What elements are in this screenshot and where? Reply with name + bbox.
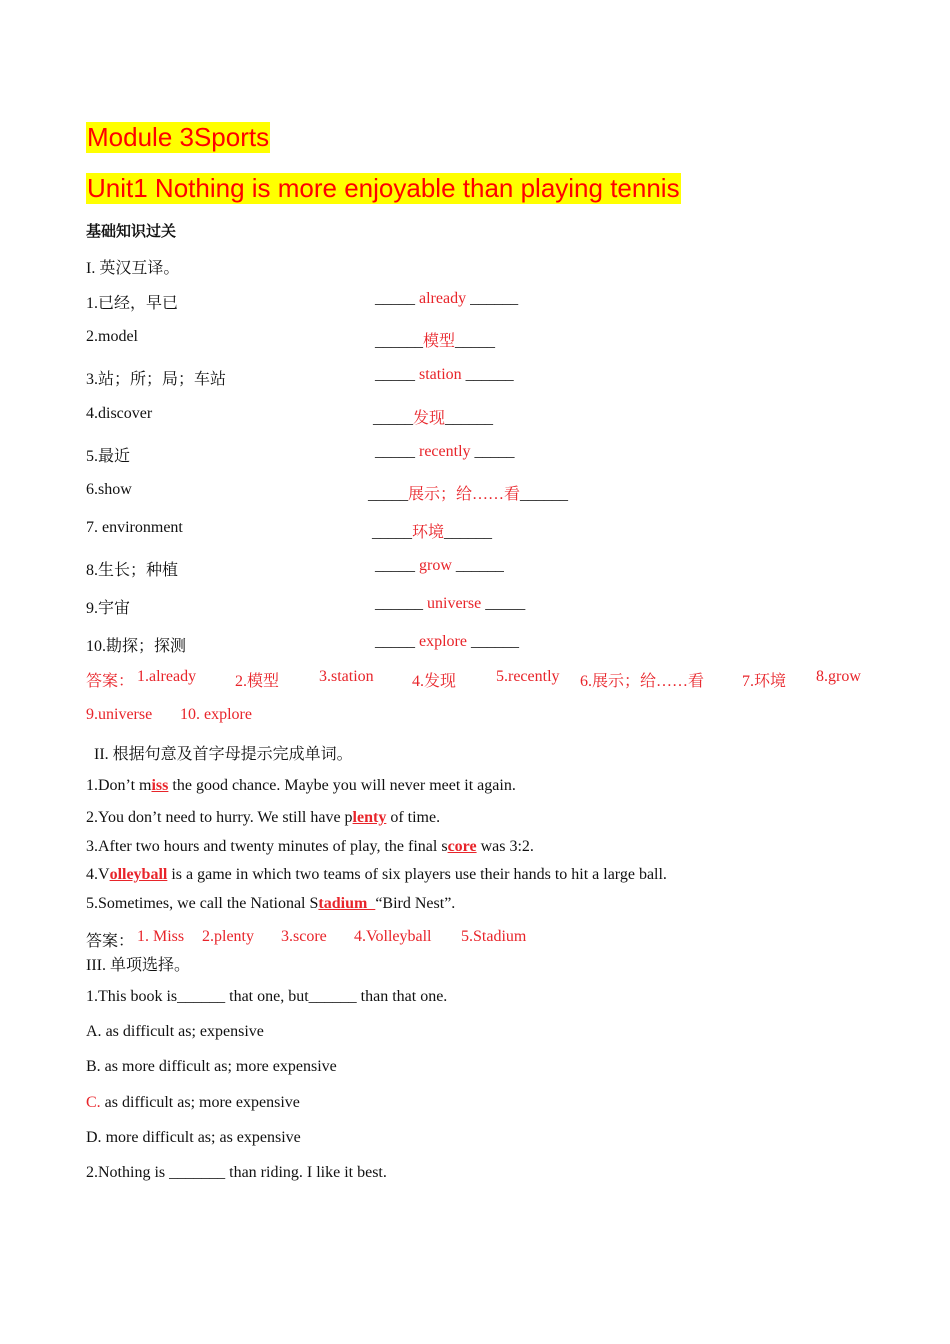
part1-answer-line: _____ grow ______ [375,557,504,574]
part1-answer: grow [419,557,452,574]
part1-answer-line: _____ station ______ [375,366,514,383]
part1-answer-line: _____ already ______ [375,290,519,307]
answer-key-item: 5.Stadium [461,928,527,945]
part1-answer-line: _____ explore ______ [375,633,519,650]
part3-heading: III. 单项选择。 [86,957,190,974]
answer-key-item: 1. Miss [137,928,185,945]
part1-heading: I. 英汉互译。 [86,260,180,277]
part1-answer-line: ______模型_____ [375,333,496,350]
answer-key-item: 2.plenty [202,928,254,945]
part1-answer-line: _____ recently _____ [375,443,515,460]
part2-heading: II. 根据句意及首字母提示完成单词。 [94,746,353,763]
part1-question: 4.discover [86,405,153,422]
answer-key-item: 10. explore [180,706,252,723]
answer-key-item: 2.模型 [235,673,280,690]
part2-answer: lenty [352,809,387,826]
part2-sentence: 4.Volleyball is a game in which two teams of six players use their hands to hit a large ball. [86,866,667,883]
answer-key-item: 4.发现 [412,673,457,690]
part2-answer: iss [151,777,169,794]
part1-answer: recently [419,443,471,460]
part1-question: 9.宇宙 [86,600,131,617]
part1-answer: 发现 [413,410,446,427]
answer-key-item: 6.展示；给……看 [580,673,705,690]
section-heading: 基础知识过关 [86,222,177,240]
answer-key-item: 8.grow [816,668,861,685]
part1-question: 7. environment [86,519,183,536]
option-c: C. as difficult as; more expensive [86,1094,300,1111]
unit-title: Unit1 Nothing is more enjoyable than playing tennis [87,173,680,203]
part1-answer: universe [427,595,482,612]
part1-answer-line: _____展示；给……看______ [368,486,569,503]
part2-answer: olleyball [109,866,168,883]
part2-sentence: 1.Don’t miss the good chance. Maybe you will never meet it again. [86,777,516,794]
part1-question: 6.show [86,481,132,498]
correct-option-letter: C. [86,1094,101,1111]
part1-answer: station [419,366,462,383]
option-a: A. as difficult as; expensive [86,1023,264,1040]
part1-answer-line: ______ universe _____ [375,595,526,612]
part1-answer: already [419,290,467,307]
answer-key-item: 7.环境 [742,673,787,690]
part1-question: 2.model [86,328,138,345]
answer-key-item: 9.universe [86,706,153,723]
answer-label: 答案： [86,933,135,950]
part1-answer-line: _____发现______ [373,410,494,427]
part2-sentence: 3.After two hours and twenty minutes of play, the final score was 3:2. [86,838,534,855]
part1-answer: 环境 [412,524,445,541]
part1-question: 5.最近 [86,448,131,465]
part1-question: 8.生长；种植 [86,562,179,579]
answer-label: 答案： [86,673,135,690]
answer-key-item: 4.Volleyball [354,928,432,945]
part2-answer: tadium [318,895,376,912]
option-b: B. as more difficult as; more expensive [86,1058,337,1075]
module-title: Module 3Sports [87,122,270,152]
answer-key-item: 5.recently [496,668,560,685]
answer-key-item: 1.already [137,668,197,685]
part1-answer: 模型 [423,333,456,350]
part2-answer: core [447,838,477,855]
part2-sentence: 2.You don’t need to hurry. We still have plenty of time. [86,809,441,826]
part1-question: 1.已经，早已 [86,295,179,312]
part1-answer: explore [419,633,467,650]
answer-key-item: 3.station [319,668,374,685]
part1-question: 3.站；所；局；车站 [86,371,227,388]
answer-key-item: 3.score [281,928,327,945]
part3-question-1: 1.This book is______ that one, but______ than that one. [86,988,448,1005]
part1-answer-line: _____环境______ [372,524,493,541]
part2-sentence: 5.Sometimes, we call the National Stadium “Bird Nest”. [86,895,456,912]
part3-question-2: 2.Nothing is _______ than riding. I like it best. [86,1164,387,1181]
part1-question: 10.勘探；探测 [86,638,187,655]
option-d: D. more difficult as; as expensive [86,1129,301,1146]
part1-answer: 展示；给……看 [408,486,521,503]
